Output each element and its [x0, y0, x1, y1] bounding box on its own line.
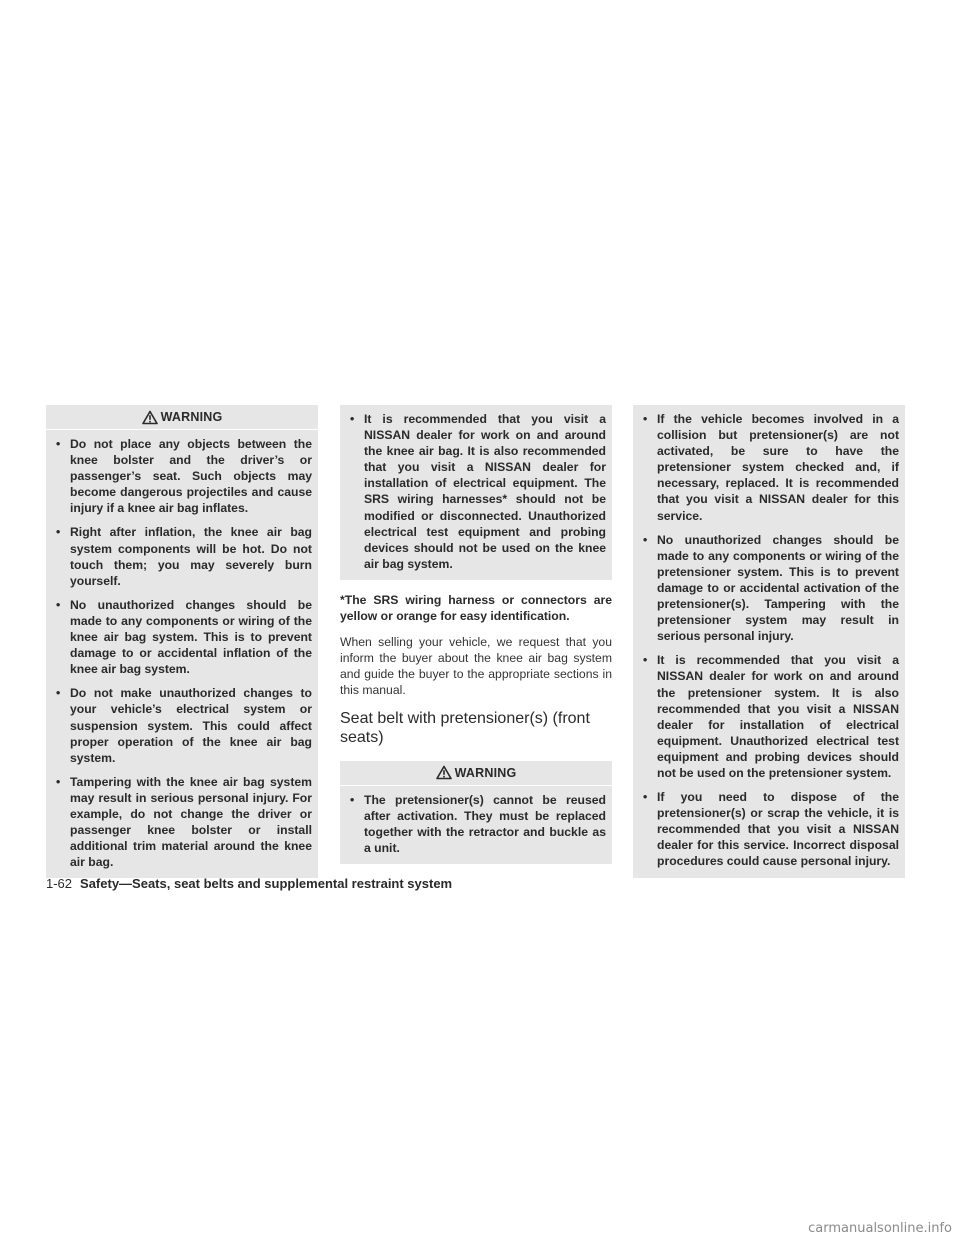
list-item: • Tampering with the knee air bag system may result in serious personal injury. For example, do not change the driver or passenger knee bolster or install additional trim material around the knee air bag.: [52, 774, 312, 871]
warning-header: [46, 405, 318, 430]
harness-note: *The SRS wiring harness or connectors are yellow or orange for easy identification.: [340, 592, 612, 624]
pretensioner-warning-continued-box: [633, 405, 905, 878]
column-1: [46, 405, 318, 878]
section-title: Safety—Seats, seat belts and supplemental restraint system: [80, 876, 453, 891]
warning-label: WARNING: [454, 765, 517, 780]
watermark: carmanualsonline.info: [808, 1221, 952, 1236]
warning-list: [346, 792, 606, 856]
knee-airbag-warning-continued-box: [340, 405, 612, 580]
list-item: • If you need to dispose of the pretensioner(s) or scrap the vehicle, it is recommended that you visit a NISSAN dealer for this service. Incorrect disposal procedures could cause personal injury.: [639, 789, 899, 869]
page-footer: [46, 876, 452, 891]
column-2: [340, 405, 612, 864]
knee-airbag-warning-box: [46, 405, 318, 878]
section-heading: Seat belt with pretensioner(s) (front seats): [340, 709, 590, 746]
warning-triangle-icon: [142, 410, 158, 425]
list-item: • Do not make unauthorized changes to your vehicle’s electrical system or suspension system. This could affect proper operation of the knee air bag system.: [52, 685, 312, 765]
list-item: • No unauthorized changes should be made to any components or wiring of the knee air bag system. This is to prevent damage to or accidental inflation of the knee air bag system.: [52, 597, 312, 677]
warning-list: [346, 411, 606, 572]
list-item: • Do not place any objects between the knee bolster and the driver’s or passenger’s seat. Such objects may become dangerous projectiles and cause injury if a knee air bag inflates.: [52, 436, 312, 516]
pretensioner-warning-box: [340, 761, 612, 864]
warning-list: [639, 411, 899, 870]
selling-paragraph: When selling your vehicle, we request that you inform the buyer about the knee air bag system and guide the buyer to the appropriate sections in this manual.: [340, 635, 612, 698]
list-item: • It is recommended that you visit a NISSAN dealer for work on and around the pretensioner system. It is also recommended that you visit a NISSAN dealer for installation of electrical equipment. Unauthorized electrical test equipment and probing devices should not be used on the pretensioner system.: [639, 652, 899, 781]
list-item: • It is recommended that you visit a NISSAN dealer for work on and around the knee air bag. It is also recommended that you visit a NISSAN dealer for installation of electrical equipment. The SRS wiring harnesses* should not be modified or disconnected. Unauthorized electrical test equipment and probing devices should not be used on the knee air bag system.: [346, 411, 606, 572]
warning-header: [340, 761, 612, 786]
warning-label: WARNING: [160, 410, 223, 424]
warning-list: [52, 436, 312, 870]
warning-triangle-icon: [436, 765, 452, 780]
list-item: • No unauthorized changes should be made to any components or wiring of the pretensioner system. This is to prevent damage to or accidental activation of the pretensioner(s). Tampering with the pretensioner system may result in serious personal injury.: [639, 532, 899, 645]
list-item: • The pretensioner(s) cannot be reused after activation. They must be replaced together with the retractor and buckle as a unit.: [346, 792, 606, 856]
page-number: 1-62: [46, 876, 73, 891]
list-item: • If the vehicle becomes involved in a collision but pretensioner(s) are not activated, be sure to have the pretensioner system checked and, if necessary, replaced. It is recommended that you visit a NISSAN dealer for this service.: [639, 411, 899, 524]
column-3: [633, 405, 905, 878]
list-item: • Right after inflation, the knee air bag system components will be hot. Do not touch them; you may severely burn yourself.: [52, 524, 312, 588]
